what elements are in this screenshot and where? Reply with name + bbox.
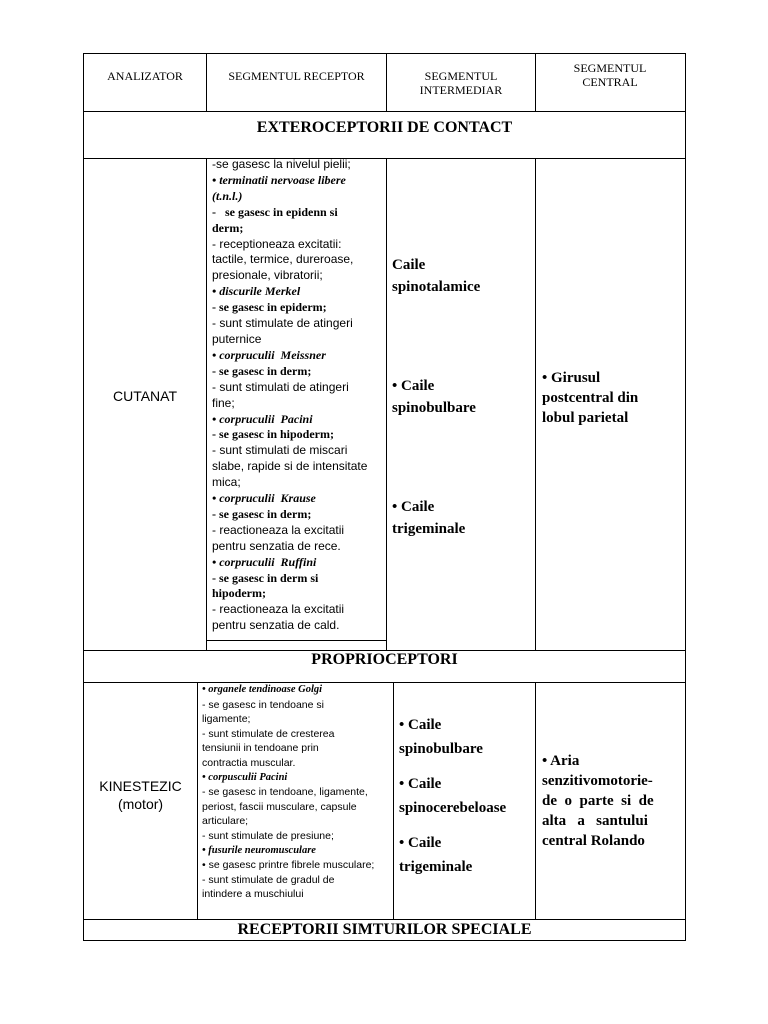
cutanat-col-divider-2 <box>386 158 387 650</box>
receptor-line: - sunt stimulate de gradul de <box>202 873 335 886</box>
cutanat-path-spinobulbare <box>392 375 532 419</box>
receptor-line: • corpruculii Ruffini <box>212 554 317 569</box>
central-line: lobul parietal <box>542 410 629 426</box>
kinestezic-receptor-list <box>202 683 392 902</box>
receptor-line: • corpusculii Pacini <box>202 771 288 783</box>
receptor-line: derm; <box>212 220 244 235</box>
receptor-line: (t.n.l.) <box>212 188 243 203</box>
receptor-line: - se gasesc in derm si <box>212 570 319 585</box>
receptor-line: hipoderm; <box>212 586 266 601</box>
kinestezic-path-spinocerebeloase <box>399 772 535 820</box>
receptor-line: - se gasesc in tendoane si <box>202 698 324 711</box>
receptor-line: pentru senzatia de cald. <box>212 618 340 633</box>
receptor-line: • corpruculii Pacini <box>212 411 313 426</box>
path-line: spinotalamice <box>392 279 481 295</box>
receptor-line: tensiunii in tendoane prin <box>202 742 319 755</box>
receptor-line: - sunt stimulati de miscari <box>212 443 348 458</box>
kinestezic-col-divider-3 <box>535 682 536 919</box>
path-line: • Caile <box>392 378 435 394</box>
kinestezic-col-divider-2 <box>393 682 394 919</box>
receptor-line: - sunt stimulate de presiune; <box>202 829 334 842</box>
receptor-line: - se gasesc in tendoane, ligamente, <box>202 786 368 799</box>
header-analizator: ANALIZATOR <box>107 69 183 83</box>
header-segment-receptor: SEGMENTUL RECEPTOR <box>228 69 365 83</box>
cutanat-col-divider-3 <box>535 158 536 650</box>
receptor-line: • fusurile neuromusculare <box>202 844 316 856</box>
path-line: • Caile <box>399 835 442 851</box>
receptor-line: • corpruculii Krause <box>212 491 316 506</box>
section-title-proprioceptori: PROPRIOCEPTORI <box>311 651 458 668</box>
cutanat-path-spinotalamice <box>392 254 532 298</box>
central-line: alta a santului <box>542 813 648 829</box>
receptor-line: fine; <box>212 395 235 410</box>
cutanat-inner-bottom-border <box>206 640 386 641</box>
receptor-line: - se gasesc in derm; <box>212 363 312 378</box>
kinestezic-central-aria <box>542 751 680 851</box>
cutanat-col-divider-1 <box>206 158 207 650</box>
receptor-line: presionale, vibratorii; <box>212 268 323 283</box>
table-border-right <box>685 53 686 941</box>
receptor-line: - sunt stimulate de atingeri <box>212 316 353 331</box>
central-line: • Girusul <box>542 370 601 386</box>
receptor-line: articulare; <box>202 815 249 828</box>
path-line: spinobulbare <box>399 741 483 757</box>
receptor-line: - se gasesc in hipoderm; <box>212 427 334 442</box>
receptor-line: mica; <box>212 475 241 490</box>
path-line: spinobulbare <box>392 400 476 416</box>
receptor-line: contractia muscular. <box>202 756 296 769</box>
receptor-line: pentru senzatia de rece. <box>212 538 341 553</box>
receptor-line: intindere a muschiului <box>202 888 304 901</box>
header-segment-intermediar: SEGMENTUL INTERMEDIAR <box>419 69 503 97</box>
receptor-line: - receptioneaza excitatii: <box>212 236 342 251</box>
receptor-line: - reactioneaza la excitatii <box>212 522 345 537</box>
receptor-line: • organele tendinoase Golgi <box>202 684 323 695</box>
kinestezic-path-trigeminale <box>399 831 535 879</box>
section-title-simturi-speciale: RECEPTORII SIMTURILOR SPECIALE <box>237 921 532 938</box>
receptor-line: • discurile Merkel <box>212 284 301 299</box>
receptor-line: puternice <box>212 331 262 346</box>
path-line: • Caile <box>392 499 435 515</box>
cutanat-central-girus <box>542 368 682 428</box>
kinestezic-path-spinobulbare <box>399 713 535 761</box>
central-line: central Rolando <box>542 833 645 849</box>
receptor-line: • se gasesc printre fibrele musculare; <box>202 859 375 872</box>
receptor-line: - reactioneaza la excitatii <box>212 602 345 617</box>
analyzer-line: KINESTEZIC <box>99 778 182 794</box>
table-border-bottom <box>83 940 686 941</box>
header-col-divider-3 <box>535 53 536 111</box>
receptor-line: • terminatii nervoase libere <box>212 172 346 187</box>
receptor-line: - sunt stimulate de cresterea <box>202 727 335 740</box>
central-line: senzitivomotorie- <box>542 773 653 789</box>
path-line: spinocerebeloase <box>399 800 507 816</box>
analyzer-line: (motor) <box>117 796 164 812</box>
section-title-exteroceptori: EXTEROCEPTORII DE CONTACT <box>256 119 513 136</box>
receptor-line: -se gasesc la nivelul pielii; <box>212 157 351 171</box>
receptor-line: • corpruculii Meissner <box>212 347 326 362</box>
receptor-line: - sunt stimulati de atingeri <box>212 379 349 394</box>
kinestezic-col-divider-1 <box>197 682 198 919</box>
path-line: • Caile <box>399 776 442 792</box>
receptor-line: periost, fascii musculare, capsule <box>202 800 357 813</box>
cutanat-receptor-list <box>212 157 384 634</box>
central-line: • Aria <box>542 753 580 769</box>
header-row-bottom-border <box>83 111 686 112</box>
path-line: Caile <box>392 257 426 273</box>
header-col-divider-2 <box>386 53 387 111</box>
analyzer-kinestezic <box>84 777 197 813</box>
path-line: • Caile <box>399 717 442 733</box>
central-line: de o parte si de <box>542 793 654 809</box>
header-segment-central: SEGMENTUL CENTRAL <box>573 61 647 89</box>
central-line: postcentral din <box>542 390 639 406</box>
receptor-line: slabe, rapide si de intensitate <box>212 459 368 474</box>
path-line: trigeminale <box>392 521 466 537</box>
table-border-top <box>83 53 686 54</box>
cutanat-path-trigeminale <box>392 496 532 540</box>
receptor-line: - se gasesc in epiderm; <box>212 300 327 315</box>
receptor-line: ligamente; <box>202 713 251 726</box>
receptor-line: - se gasesc in epidenn si <box>212 204 338 219</box>
path-line: trigeminale <box>399 859 473 875</box>
section1-bottom-border <box>83 158 686 159</box>
analyzer-cutanat: CUTANAT <box>112 388 178 404</box>
receptor-line: - se gasesc in derm; <box>212 506 312 521</box>
receptor-line: tactile, termice, dureroase, <box>212 252 354 267</box>
